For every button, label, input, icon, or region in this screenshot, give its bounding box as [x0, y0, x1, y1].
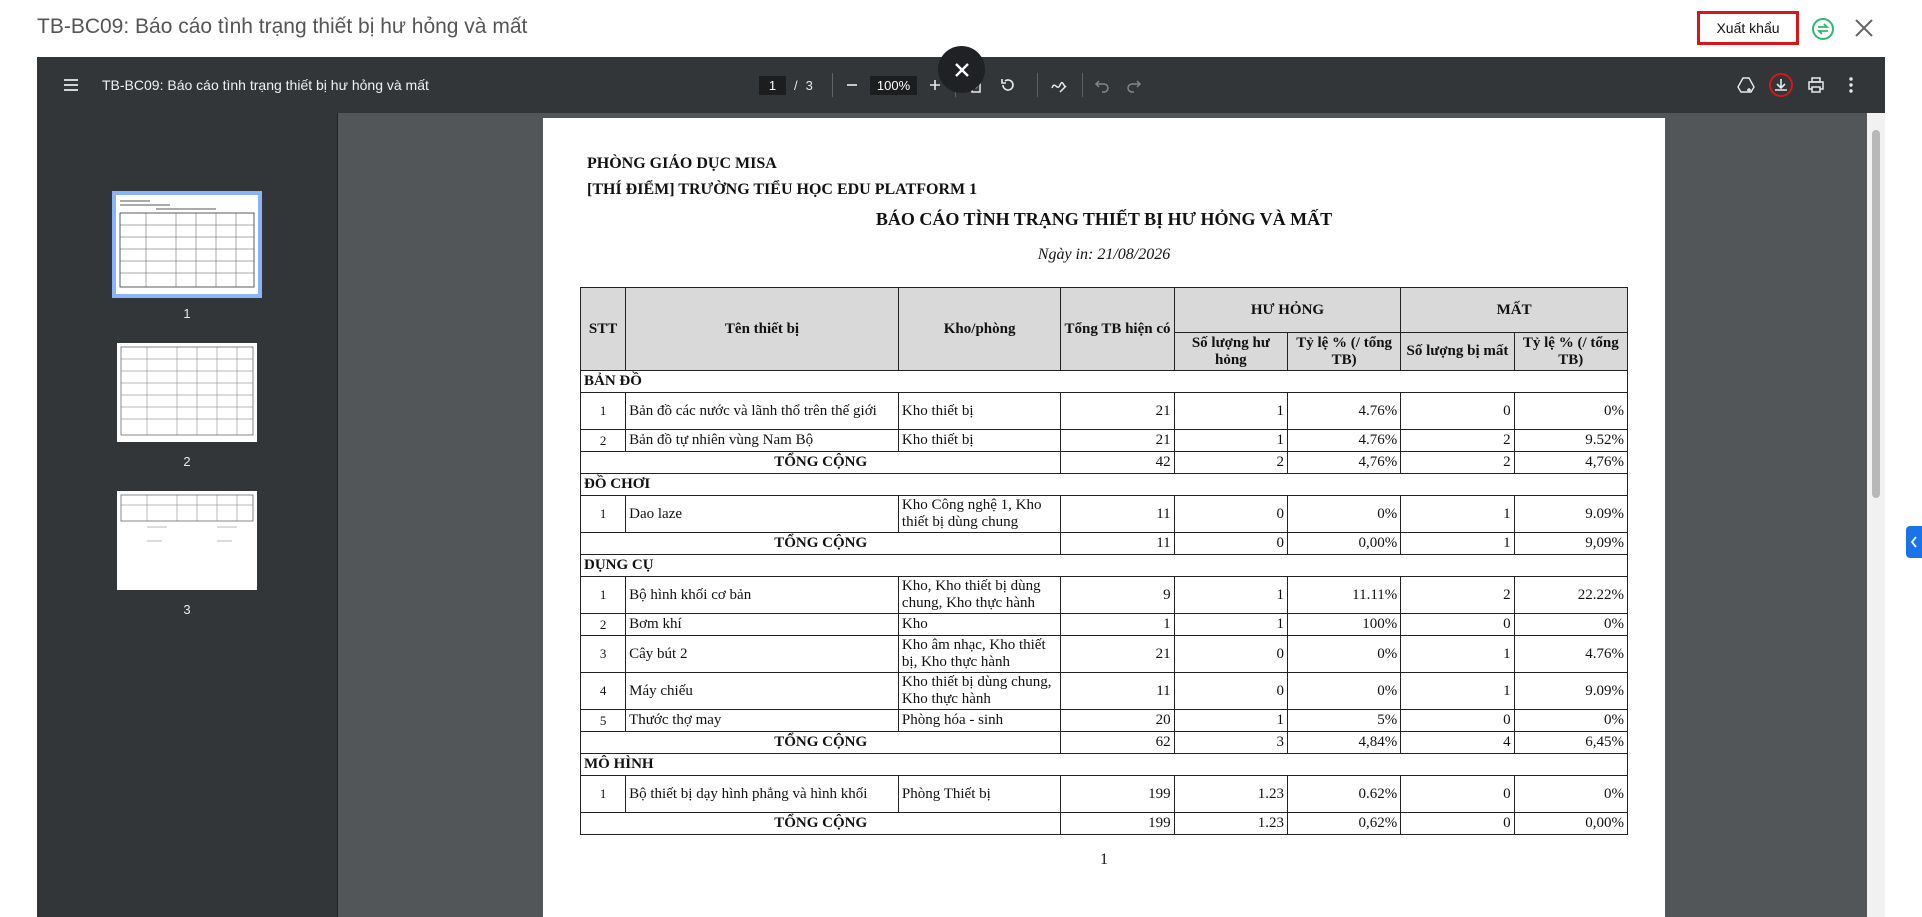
- cell-lost-qty: 0: [1401, 776, 1514, 813]
- cell-total: 11: [1061, 673, 1174, 710]
- cell-name: Thước thợ may: [626, 710, 899, 732]
- header-lost: MẤT: [1401, 288, 1628, 333]
- thumbnail-label: 3: [183, 602, 191, 617]
- table-row: [581, 636, 1628, 673]
- cell-name: Bơm khí: [626, 614, 899, 636]
- cell-lost-qty: 0: [1401, 710, 1514, 732]
- cell-lost-qty: 4: [1401, 732, 1514, 754]
- cell-name: Bản đồ tự nhiên vùng Nam Bộ: [626, 430, 899, 452]
- cell-lost-qty: 0: [1401, 813, 1514, 835]
- pdf-page: [543, 118, 1665, 917]
- cell-lost-pct: 9.09%: [1514, 496, 1627, 533]
- cell-damaged-qty: 1: [1174, 614, 1287, 636]
- page-input[interactable]: 1: [759, 76, 786, 95]
- cell-damaged-qty: 1: [1174, 430, 1287, 452]
- cell-lost-qty: 1: [1401, 533, 1514, 555]
- download-icon[interactable]: [1769, 73, 1793, 97]
- total-row: [581, 732, 1628, 754]
- cell-stt: 5: [581, 710, 626, 732]
- table-row: [581, 393, 1628, 430]
- cell-damaged-pct: 0.62%: [1287, 776, 1400, 813]
- cell-total: 199: [1061, 776, 1174, 813]
- cell-damaged-qty: 1.23: [1174, 813, 1287, 835]
- table-row: [581, 776, 1628, 813]
- cell-room: Kho thiết bị dùng chung, Kho thực hành: [898, 673, 1060, 710]
- menu-icon[interactable]: [61, 75, 81, 95]
- cell-lost-qty: 0: [1401, 614, 1514, 636]
- header-total: Tổng TB hiện có: [1061, 288, 1174, 371]
- cell-name: Bộ hình khối cơ bản: [626, 577, 899, 614]
- redo-icon[interactable]: [1123, 74, 1145, 96]
- cell-total: 21: [1061, 393, 1174, 430]
- cell-stt: 1: [581, 393, 626, 430]
- cell-room: Kho, Kho thiết bị dùng chung, Kho thực hành: [898, 577, 1060, 614]
- page-separator: /: [794, 78, 798, 93]
- cell-room: Kho thiết bị: [898, 393, 1060, 430]
- cell-damaged-pct: 0%: [1287, 673, 1400, 710]
- cell-stt: 1: [581, 577, 626, 614]
- cell-stt: 2: [581, 430, 626, 452]
- cell-lost-qty: 1: [1401, 636, 1514, 673]
- page-thumbnail-2[interactable]: [117, 343, 257, 442]
- report-school: [THÍ ĐIỂM] TRƯỜNG TIỂU HỌC EDU PLATFORM 1: [587, 181, 978, 198]
- cell-total: 1: [1061, 614, 1174, 636]
- dialog-title: TB-BC09: Báo cáo tình trạng thiết bị hư hỏng và mất: [37, 15, 528, 38]
- cell-damaged-pct: 4,84%: [1287, 732, 1400, 754]
- toolbar-divider: [1082, 73, 1083, 97]
- cell-stt: 2: [581, 614, 626, 636]
- header-damaged-qty: Số lượng hư hỏng: [1174, 333, 1287, 371]
- cell-total: 11: [1061, 496, 1174, 533]
- cell-total: 62: [1061, 732, 1174, 754]
- cell-total: 21: [1061, 430, 1174, 452]
- zoom-input[interactable]: 100%: [870, 76, 917, 95]
- cell-damaged-qty: 0: [1174, 496, 1287, 533]
- page-thumbnail-3[interactable]: [117, 491, 257, 590]
- total-row: [581, 533, 1628, 555]
- cell-damaged-qty: 2: [1174, 452, 1287, 474]
- table-row: [581, 710, 1628, 732]
- total-pages: 3: [805, 78, 813, 93]
- toolbar-divider: [832, 73, 833, 97]
- thumbnail-label: 1: [183, 306, 191, 321]
- report-date: Ngày in: 21/08/2026: [1037, 246, 1171, 263]
- header-lost-qty: Số lượng bị mất: [1401, 333, 1514, 371]
- cell-lost-qty: 2: [1401, 577, 1514, 614]
- cell-name: Máy chiếu: [626, 673, 899, 710]
- cell-lost-qty: 0: [1401, 393, 1514, 430]
- header-damaged-pct: Tỷ lệ % (/ tổng TB): [1287, 333, 1400, 371]
- cell-damaged-qty: 3: [1174, 732, 1287, 754]
- header-lost-pct: Tỷ lệ % (/ tổng TB): [1514, 333, 1627, 371]
- group-name: ĐỒ CHƠI: [581, 474, 1628, 496]
- group-name: BẢN ĐỒ: [581, 371, 1628, 393]
- scrollbar-thumb[interactable]: [1872, 130, 1880, 498]
- cell-lost-pct: 0%: [1514, 776, 1627, 813]
- toolbar-divider: [1037, 73, 1038, 97]
- draw-icon[interactable]: [1048, 74, 1070, 96]
- page-indicator: [759, 76, 813, 95]
- cell-lost-pct: 6,45%: [1514, 732, 1627, 754]
- cell-lost-pct: 0%: [1514, 710, 1627, 732]
- cell-lost-qty: 2: [1401, 452, 1514, 474]
- group-row: [581, 555, 1628, 577]
- cell-name: Dao laze: [626, 496, 899, 533]
- group-row: [581, 474, 1628, 496]
- cell-total: 20: [1061, 710, 1174, 732]
- table-row: [581, 614, 1628, 636]
- more-icon[interactable]: [1840, 74, 1862, 96]
- header-name: Tên thiết bị: [626, 288, 899, 371]
- cell-damaged-qty: 0: [1174, 673, 1287, 710]
- cell-stt: 3: [581, 636, 626, 673]
- report-title: BÁO CÁO TÌNH TRẠNG THIẾT BỊ HƯ HỎNG VÀ MẤT: [875, 209, 1333, 229]
- group-name: DỤNG CỤ: [581, 555, 1628, 577]
- cell-damaged-pct: 100%: [1287, 614, 1400, 636]
- table-row: [581, 496, 1628, 533]
- cell-damaged-qty: 1: [1174, 393, 1287, 430]
- cell-room: Kho thiết bị: [898, 430, 1060, 452]
- cell-damaged-qty: 0: [1174, 636, 1287, 673]
- cell-stt: 1: [581, 496, 626, 533]
- thumbnail-sidebar: [37, 113, 338, 917]
- cell-room: Phòng hóa - sinh: [898, 710, 1060, 732]
- cell-name: Bản đồ các nước và lãnh thổ trên thế giới: [626, 393, 899, 430]
- group-row: [581, 371, 1628, 393]
- cell-damaged-pct: 5%: [1287, 710, 1400, 732]
- cell-damaged-qty: 1.23: [1174, 776, 1287, 813]
- cell-lost-qty: 1: [1401, 496, 1514, 533]
- cell-lost-pct: 9,09%: [1514, 533, 1627, 555]
- cell-damaged-pct: 0,62%: [1287, 813, 1400, 835]
- cell-damaged-pct: 0%: [1287, 496, 1400, 533]
- cell-damaged-qty: 0: [1174, 533, 1287, 555]
- cell-damaged-qty: 1: [1174, 710, 1287, 732]
- cell-room: Kho Công nghệ 1, Kho thiết bị dùng chung: [898, 496, 1060, 533]
- scrollbar[interactable]: [1867, 113, 1885, 917]
- cell-damaged-pct: 4.76%: [1287, 430, 1400, 452]
- cell-lost-qty: 2: [1401, 430, 1514, 452]
- cell-room: Kho âm nhạc, Kho thiết bị, Kho thực hành: [898, 636, 1060, 673]
- cell-lost-pct: 9.09%: [1514, 673, 1627, 710]
- undo-icon[interactable]: [1091, 74, 1113, 96]
- close-icon[interactable]: [1853, 17, 1875, 39]
- print-icon[interactable]: [1805, 74, 1827, 96]
- drive-icon[interactable]: [1735, 74, 1757, 96]
- cell-damaged-pct: 4,76%: [1287, 452, 1400, 474]
- header-stt: STT: [581, 288, 626, 371]
- cell-lost-pct: 0%: [1514, 393, 1627, 430]
- page-thumbnail-1[interactable]: [112, 191, 262, 298]
- thumbnail-label: 2: [183, 454, 191, 469]
- table-row: [581, 577, 1628, 614]
- zoom-out-icon[interactable]: [841, 74, 863, 96]
- page-number: 1: [1100, 851, 1108, 868]
- cell-lost-pct: 4.76%: [1514, 636, 1627, 673]
- total-label: TỔNG CỘNG: [581, 732, 1061, 754]
- cell-lost-pct: 4,76%: [1514, 452, 1627, 474]
- table-row: [581, 673, 1628, 710]
- cell-damaged-pct: 0,00%: [1287, 533, 1400, 555]
- cell-damaged-pct: 11.11%: [1287, 577, 1400, 614]
- header-room: Kho/phòng: [898, 288, 1060, 371]
- report-org: PHÒNG GIÁO DỤC MISA: [587, 155, 777, 172]
- total-label: TỔNG CỘNG: [581, 533, 1061, 555]
- cell-name: Bộ thiết bị dạy hình phẳng và hình khối: [626, 776, 899, 813]
- overlay-close-button[interactable]: [938, 46, 985, 93]
- export-button[interactable]: Xuất khẩu: [1697, 11, 1799, 45]
- cell-stt: 4: [581, 673, 626, 710]
- table-row: [581, 430, 1628, 452]
- cell-total: 11: [1061, 533, 1174, 555]
- header-damaged: HƯ HỎNG: [1174, 288, 1401, 333]
- cell-total: 199: [1061, 813, 1174, 835]
- cell-lost-pct: 22.22%: [1514, 577, 1627, 614]
- total-row: [581, 813, 1628, 835]
- cell-stt: 1: [581, 776, 626, 813]
- cell-room: Kho: [898, 614, 1060, 636]
- side-panel-toggle[interactable]: [1906, 526, 1922, 558]
- cell-name: Cây bút 2: [626, 636, 899, 673]
- cell-lost-pct: 0%: [1514, 614, 1627, 636]
- cell-total: 21: [1061, 636, 1174, 673]
- document-title: TB-BC09: Báo cáo tình trạng thiết bị hư hỏng và mất: [102, 77, 429, 93]
- total-row: [581, 452, 1628, 474]
- rotate-icon[interactable]: [997, 74, 1019, 96]
- cell-damaged-pct: 4.76%: [1287, 393, 1400, 430]
- group-name: MÔ HÌNH: [581, 754, 1628, 776]
- cell-room: Phòng Thiết bị: [898, 776, 1060, 813]
- cell-damaged-qty: 1: [1174, 577, 1287, 614]
- cell-damaged-pct: 0%: [1287, 636, 1400, 673]
- total-label: TỔNG CỘNG: [581, 813, 1061, 835]
- refresh-icon[interactable]: [1811, 17, 1835, 41]
- group-row: [581, 754, 1628, 776]
- cell-lost-pct: 9.52%: [1514, 430, 1627, 452]
- cell-total: 9: [1061, 577, 1174, 614]
- total-label: TỔNG CỘNG: [581, 452, 1061, 474]
- report-table: [580, 287, 1628, 835]
- cell-lost-pct: 0,00%: [1514, 813, 1627, 835]
- cell-total: 42: [1061, 452, 1174, 474]
- cell-lost-qty: 1: [1401, 673, 1514, 710]
